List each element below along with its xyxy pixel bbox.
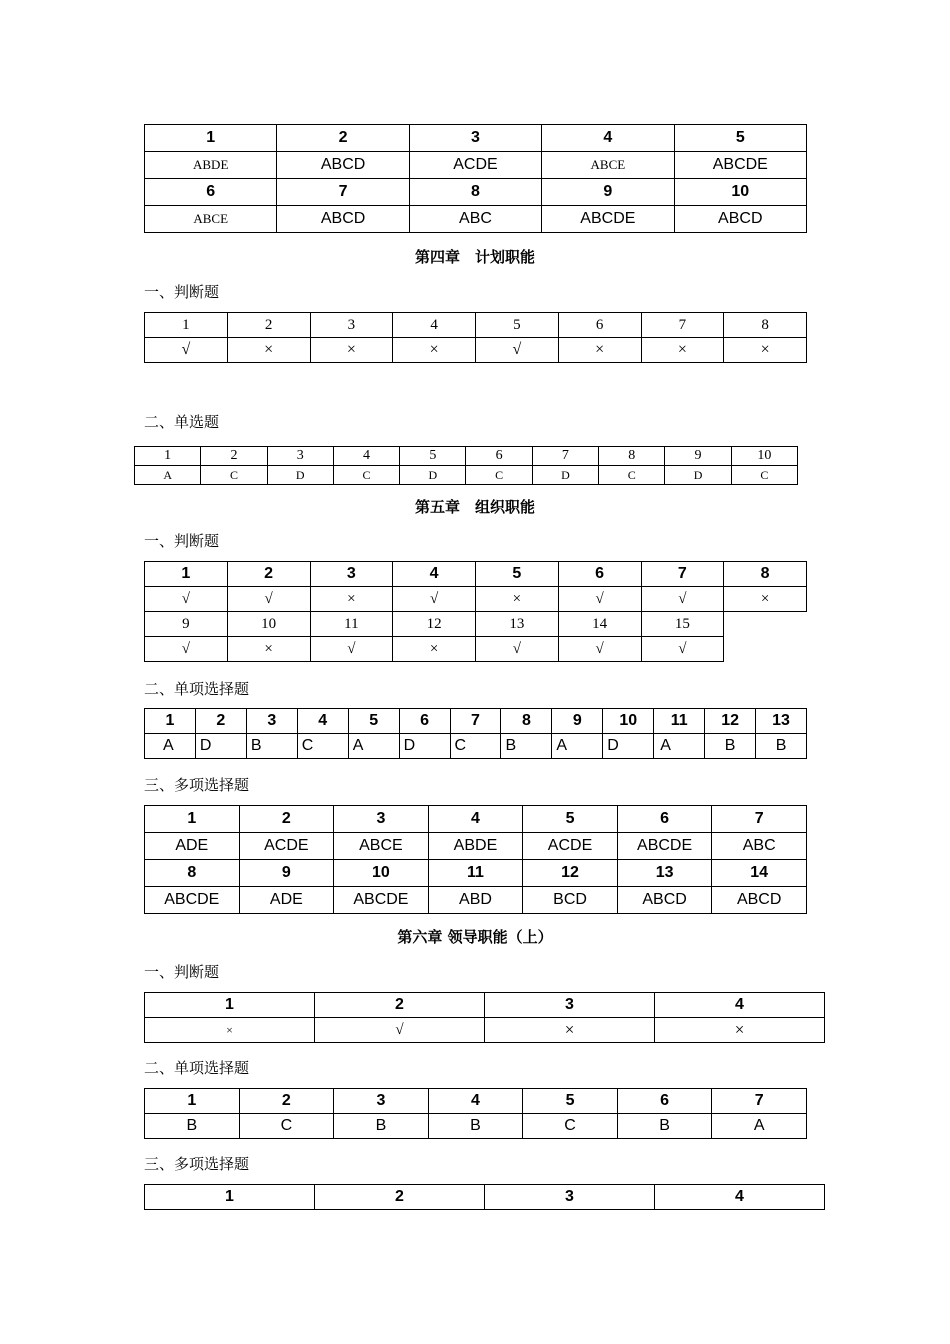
table-cell: 12 bbox=[393, 612, 476, 637]
table-row bbox=[145, 612, 807, 637]
table-cell: D bbox=[532, 466, 598, 485]
table-row bbox=[145, 709, 807, 734]
table-cell: C bbox=[466, 466, 532, 485]
table-cell: 7 bbox=[712, 1089, 807, 1114]
table-cell: ABCD bbox=[277, 152, 409, 179]
table-cell: 5 bbox=[523, 1089, 618, 1114]
table-cell: C bbox=[239, 1114, 334, 1139]
table-cell: × bbox=[310, 587, 393, 612]
table-cell: 3 bbox=[485, 1185, 655, 1210]
table-cell: 2 bbox=[195, 709, 246, 734]
table-cell: 3 bbox=[246, 709, 297, 734]
table-cell: × bbox=[724, 587, 807, 612]
table-cell: 12 bbox=[523, 860, 618, 887]
table-cell: 6 bbox=[558, 313, 641, 338]
table-cell: × bbox=[310, 338, 393, 363]
table-cell: 6 bbox=[558, 562, 641, 587]
table-cell: 5 bbox=[674, 125, 806, 152]
table-cell: 1 bbox=[145, 1185, 315, 1210]
table-cell: 3 bbox=[485, 993, 655, 1018]
table-cell: 2 bbox=[239, 1089, 334, 1114]
table-cell: √ bbox=[476, 637, 559, 662]
ch5-sc-table bbox=[144, 708, 807, 759]
table-cell: ABCD bbox=[674, 206, 806, 233]
table-cell: 7 bbox=[641, 562, 724, 587]
ch4-tf-label: 一、判断题 bbox=[144, 283, 220, 301]
table-row bbox=[145, 313, 807, 338]
chapter-6-title: 第六章 领导职能（上） bbox=[397, 928, 553, 946]
table-cell: 11 bbox=[654, 709, 705, 734]
table-cell: B bbox=[246, 734, 297, 759]
table-cell: 4 bbox=[333, 447, 399, 466]
table-cell: 1 bbox=[135, 447, 201, 466]
table-cell: B bbox=[705, 734, 756, 759]
table-cell: 1 bbox=[145, 1089, 240, 1114]
table-cell: 3 bbox=[310, 562, 393, 587]
table-cell: 5 bbox=[400, 447, 466, 466]
table-row bbox=[145, 562, 807, 587]
ch6-tf-label: 一、判断题 bbox=[144, 963, 220, 981]
table-cell: ABCDE bbox=[674, 152, 806, 179]
table-cell: × bbox=[641, 338, 724, 363]
table-cell: 4 bbox=[297, 709, 348, 734]
table-cell: C bbox=[297, 734, 348, 759]
table-cell: 2 bbox=[315, 1185, 485, 1210]
table-cell: A bbox=[552, 734, 603, 759]
table-cell: C bbox=[201, 466, 267, 485]
table-cell: ACDE bbox=[523, 833, 618, 860]
table-cell: 1 bbox=[145, 562, 228, 587]
table-cell: ABC bbox=[409, 206, 541, 233]
table-cell: 14 bbox=[712, 860, 807, 887]
table-cell: C bbox=[450, 734, 501, 759]
table-cell: 6 bbox=[145, 179, 277, 206]
table-row bbox=[145, 993, 825, 1018]
table-row bbox=[135, 447, 798, 466]
table-cell: 4 bbox=[393, 313, 476, 338]
table-cell: 2 bbox=[277, 125, 409, 152]
ch6-sc-label: 二、单项选择题 bbox=[144, 1059, 250, 1077]
table-cell: 8 bbox=[599, 447, 665, 466]
table-cell: ABDE bbox=[145, 152, 277, 179]
table-cell: ABCDE bbox=[617, 833, 712, 860]
ch6-sc-table bbox=[144, 1088, 807, 1139]
table-cell: 6 bbox=[466, 447, 532, 466]
table-cell: 2 bbox=[227, 313, 310, 338]
table-cell: 1 bbox=[145, 806, 240, 833]
table-cell: × bbox=[227, 338, 310, 363]
ch4-tf-table bbox=[144, 312, 807, 363]
table-cell: 9 bbox=[552, 709, 603, 734]
ch6-mc-label: 三、多项选择题 bbox=[144, 1155, 250, 1173]
table-row bbox=[145, 806, 807, 833]
table-cell: 2 bbox=[315, 993, 485, 1018]
table-row bbox=[145, 1114, 807, 1139]
table-cell: C bbox=[731, 466, 797, 485]
table-cell: ABCE bbox=[145, 206, 277, 233]
ch5-sc-label: 二、单项选择题 bbox=[144, 680, 250, 698]
table-cell: ABCDE bbox=[542, 206, 674, 233]
table-cell: ADE bbox=[145, 833, 240, 860]
table-cell: 10 bbox=[603, 709, 654, 734]
ch5-tf-label: 一、判断题 bbox=[144, 532, 220, 550]
table-cell: 7 bbox=[641, 313, 724, 338]
table-cell: C bbox=[523, 1114, 618, 1139]
empty-cell bbox=[724, 612, 807, 637]
table-cell: BCD bbox=[523, 887, 618, 914]
table-cell: 11 bbox=[310, 612, 393, 637]
table-cell: 1 bbox=[145, 993, 315, 1018]
table-row bbox=[135, 466, 798, 485]
table-cell: ADE bbox=[239, 887, 334, 914]
table-cell: 7 bbox=[712, 806, 807, 833]
table-cell: B bbox=[756, 734, 807, 759]
table-row bbox=[145, 637, 807, 662]
table-cell: √ bbox=[310, 637, 393, 662]
table-cell: 8 bbox=[501, 709, 552, 734]
table-row bbox=[145, 1089, 807, 1114]
table-row bbox=[145, 179, 807, 206]
table-cell: × bbox=[145, 1018, 315, 1043]
ch5-mc-label: 三、多项选择题 bbox=[144, 776, 250, 794]
table-cell: 9 bbox=[542, 179, 674, 206]
table-row bbox=[145, 125, 807, 152]
table-cell: 1 bbox=[145, 125, 277, 152]
table-cell: C bbox=[333, 466, 399, 485]
table-cell: C bbox=[599, 466, 665, 485]
ch4-sc-table bbox=[134, 446, 798, 485]
table-cell: ABCDE bbox=[145, 887, 240, 914]
table-cell: √ bbox=[227, 587, 310, 612]
table-cell: √ bbox=[558, 637, 641, 662]
table-cell: ACDE bbox=[239, 833, 334, 860]
ch5-mc-table bbox=[144, 805, 807, 914]
table-cell: 4 bbox=[393, 562, 476, 587]
table-cell: 4 bbox=[428, 806, 523, 833]
table-cell: 10 bbox=[674, 179, 806, 206]
ch6-mc-table bbox=[144, 1184, 825, 1210]
table-cell: 6 bbox=[617, 806, 712, 833]
table-cell: × bbox=[655, 1018, 825, 1043]
table-cell: 4 bbox=[542, 125, 674, 152]
table-row bbox=[145, 152, 807, 179]
table-cell: 15 bbox=[641, 612, 724, 637]
table-cell: 5 bbox=[348, 709, 399, 734]
table-row bbox=[145, 833, 807, 860]
table-cell: 4 bbox=[428, 1089, 523, 1114]
table-cell: √ bbox=[145, 338, 228, 363]
table-cell: 3 bbox=[310, 313, 393, 338]
table-cell: D bbox=[195, 734, 246, 759]
table-cell: D bbox=[665, 466, 731, 485]
table-cell: × bbox=[476, 587, 559, 612]
table-cell: 7 bbox=[450, 709, 501, 734]
table-cell: 5 bbox=[523, 806, 618, 833]
table-cell: ABCD bbox=[277, 206, 409, 233]
table-cell: ABC bbox=[712, 833, 807, 860]
table-cell: × bbox=[485, 1018, 655, 1043]
table-cell: 9 bbox=[665, 447, 731, 466]
table-cell: ABCD bbox=[617, 887, 712, 914]
table-cell: D bbox=[400, 466, 466, 485]
table-cell: ABCE bbox=[334, 833, 429, 860]
ch4-sc-label: 二、单选题 bbox=[144, 413, 220, 431]
table-cell: ACDE bbox=[409, 152, 541, 179]
table-cell: 2 bbox=[239, 806, 334, 833]
table-cell: 2 bbox=[227, 562, 310, 587]
table-cell: 1 bbox=[145, 709, 196, 734]
table-cell: ABDE bbox=[428, 833, 523, 860]
table-cell: B bbox=[334, 1114, 429, 1139]
table-cell: 8 bbox=[145, 860, 240, 887]
table-cell: 7 bbox=[277, 179, 409, 206]
table-cell: B bbox=[617, 1114, 712, 1139]
table-cell: 4 bbox=[655, 1185, 825, 1210]
table-cell: 3 bbox=[334, 806, 429, 833]
table-cell: A bbox=[348, 734, 399, 759]
table-cell: 5 bbox=[476, 562, 559, 587]
table-cell: √ bbox=[393, 587, 476, 612]
table-row bbox=[145, 734, 807, 759]
table-cell: D bbox=[603, 734, 654, 759]
table-cell: × bbox=[724, 338, 807, 363]
table-cell: 1 bbox=[145, 313, 228, 338]
table-row bbox=[145, 860, 807, 887]
table-cell: B bbox=[501, 734, 552, 759]
table-cell: 6 bbox=[617, 1089, 712, 1114]
chapter-5-title: 第五章 组织职能 bbox=[414, 498, 535, 516]
table-cell: 10 bbox=[227, 612, 310, 637]
table-cell: 5 bbox=[476, 313, 559, 338]
table-cell: 12 bbox=[705, 709, 756, 734]
table-row bbox=[145, 206, 807, 233]
top-answer-table bbox=[144, 124, 807, 233]
table-row bbox=[145, 887, 807, 914]
table-cell: D bbox=[267, 466, 333, 485]
table-cell: × bbox=[393, 338, 476, 363]
table-cell: × bbox=[558, 338, 641, 363]
table-cell: 10 bbox=[334, 860, 429, 887]
table-cell: × bbox=[227, 637, 310, 662]
table-cell: B bbox=[145, 1114, 240, 1139]
table-cell: 13 bbox=[756, 709, 807, 734]
table-cell: √ bbox=[145, 587, 228, 612]
table-cell: A bbox=[654, 734, 705, 759]
table-cell: 7 bbox=[532, 447, 598, 466]
table-cell: √ bbox=[476, 338, 559, 363]
table-cell: ABCE bbox=[542, 152, 674, 179]
table-cell: 8 bbox=[724, 562, 807, 587]
table-cell: √ bbox=[145, 637, 228, 662]
table-cell: 9 bbox=[239, 860, 334, 887]
table-row bbox=[145, 1185, 825, 1210]
chapter-4-title: 第四章 计划职能 bbox=[414, 248, 535, 266]
table-cell: ABCD bbox=[712, 887, 807, 914]
table-cell: A bbox=[712, 1114, 807, 1139]
table-cell: A bbox=[145, 734, 196, 759]
table-cell: ABD bbox=[428, 887, 523, 914]
table-row bbox=[145, 338, 807, 363]
table-cell: √ bbox=[558, 587, 641, 612]
table-cell: 9 bbox=[145, 612, 228, 637]
table-cell: 14 bbox=[558, 612, 641, 637]
table-cell: 4 bbox=[655, 993, 825, 1018]
table-cell: × bbox=[393, 637, 476, 662]
table-cell: ABCDE bbox=[334, 887, 429, 914]
table-cell: √ bbox=[315, 1018, 485, 1043]
ch5-tf-table bbox=[144, 561, 807, 662]
empty-cell bbox=[724, 637, 807, 662]
table-cell: √ bbox=[641, 637, 724, 662]
table-cell: 2 bbox=[201, 447, 267, 466]
table-cell: B bbox=[428, 1114, 523, 1139]
table-cell: √ bbox=[641, 587, 724, 612]
table-cell: 13 bbox=[476, 612, 559, 637]
table-cell: 8 bbox=[724, 313, 807, 338]
table-cell: 11 bbox=[428, 860, 523, 887]
table-cell: 13 bbox=[617, 860, 712, 887]
table-cell: A bbox=[135, 466, 201, 485]
table-cell: 3 bbox=[267, 447, 333, 466]
table-cell: 3 bbox=[409, 125, 541, 152]
table-cell: 8 bbox=[409, 179, 541, 206]
table-row bbox=[145, 1018, 825, 1043]
table-row bbox=[145, 587, 807, 612]
table-cell: 6 bbox=[399, 709, 450, 734]
table-cell: 3 bbox=[334, 1089, 429, 1114]
table-cell: D bbox=[399, 734, 450, 759]
ch6-tf-table bbox=[144, 992, 825, 1043]
table-cell: 10 bbox=[731, 447, 797, 466]
